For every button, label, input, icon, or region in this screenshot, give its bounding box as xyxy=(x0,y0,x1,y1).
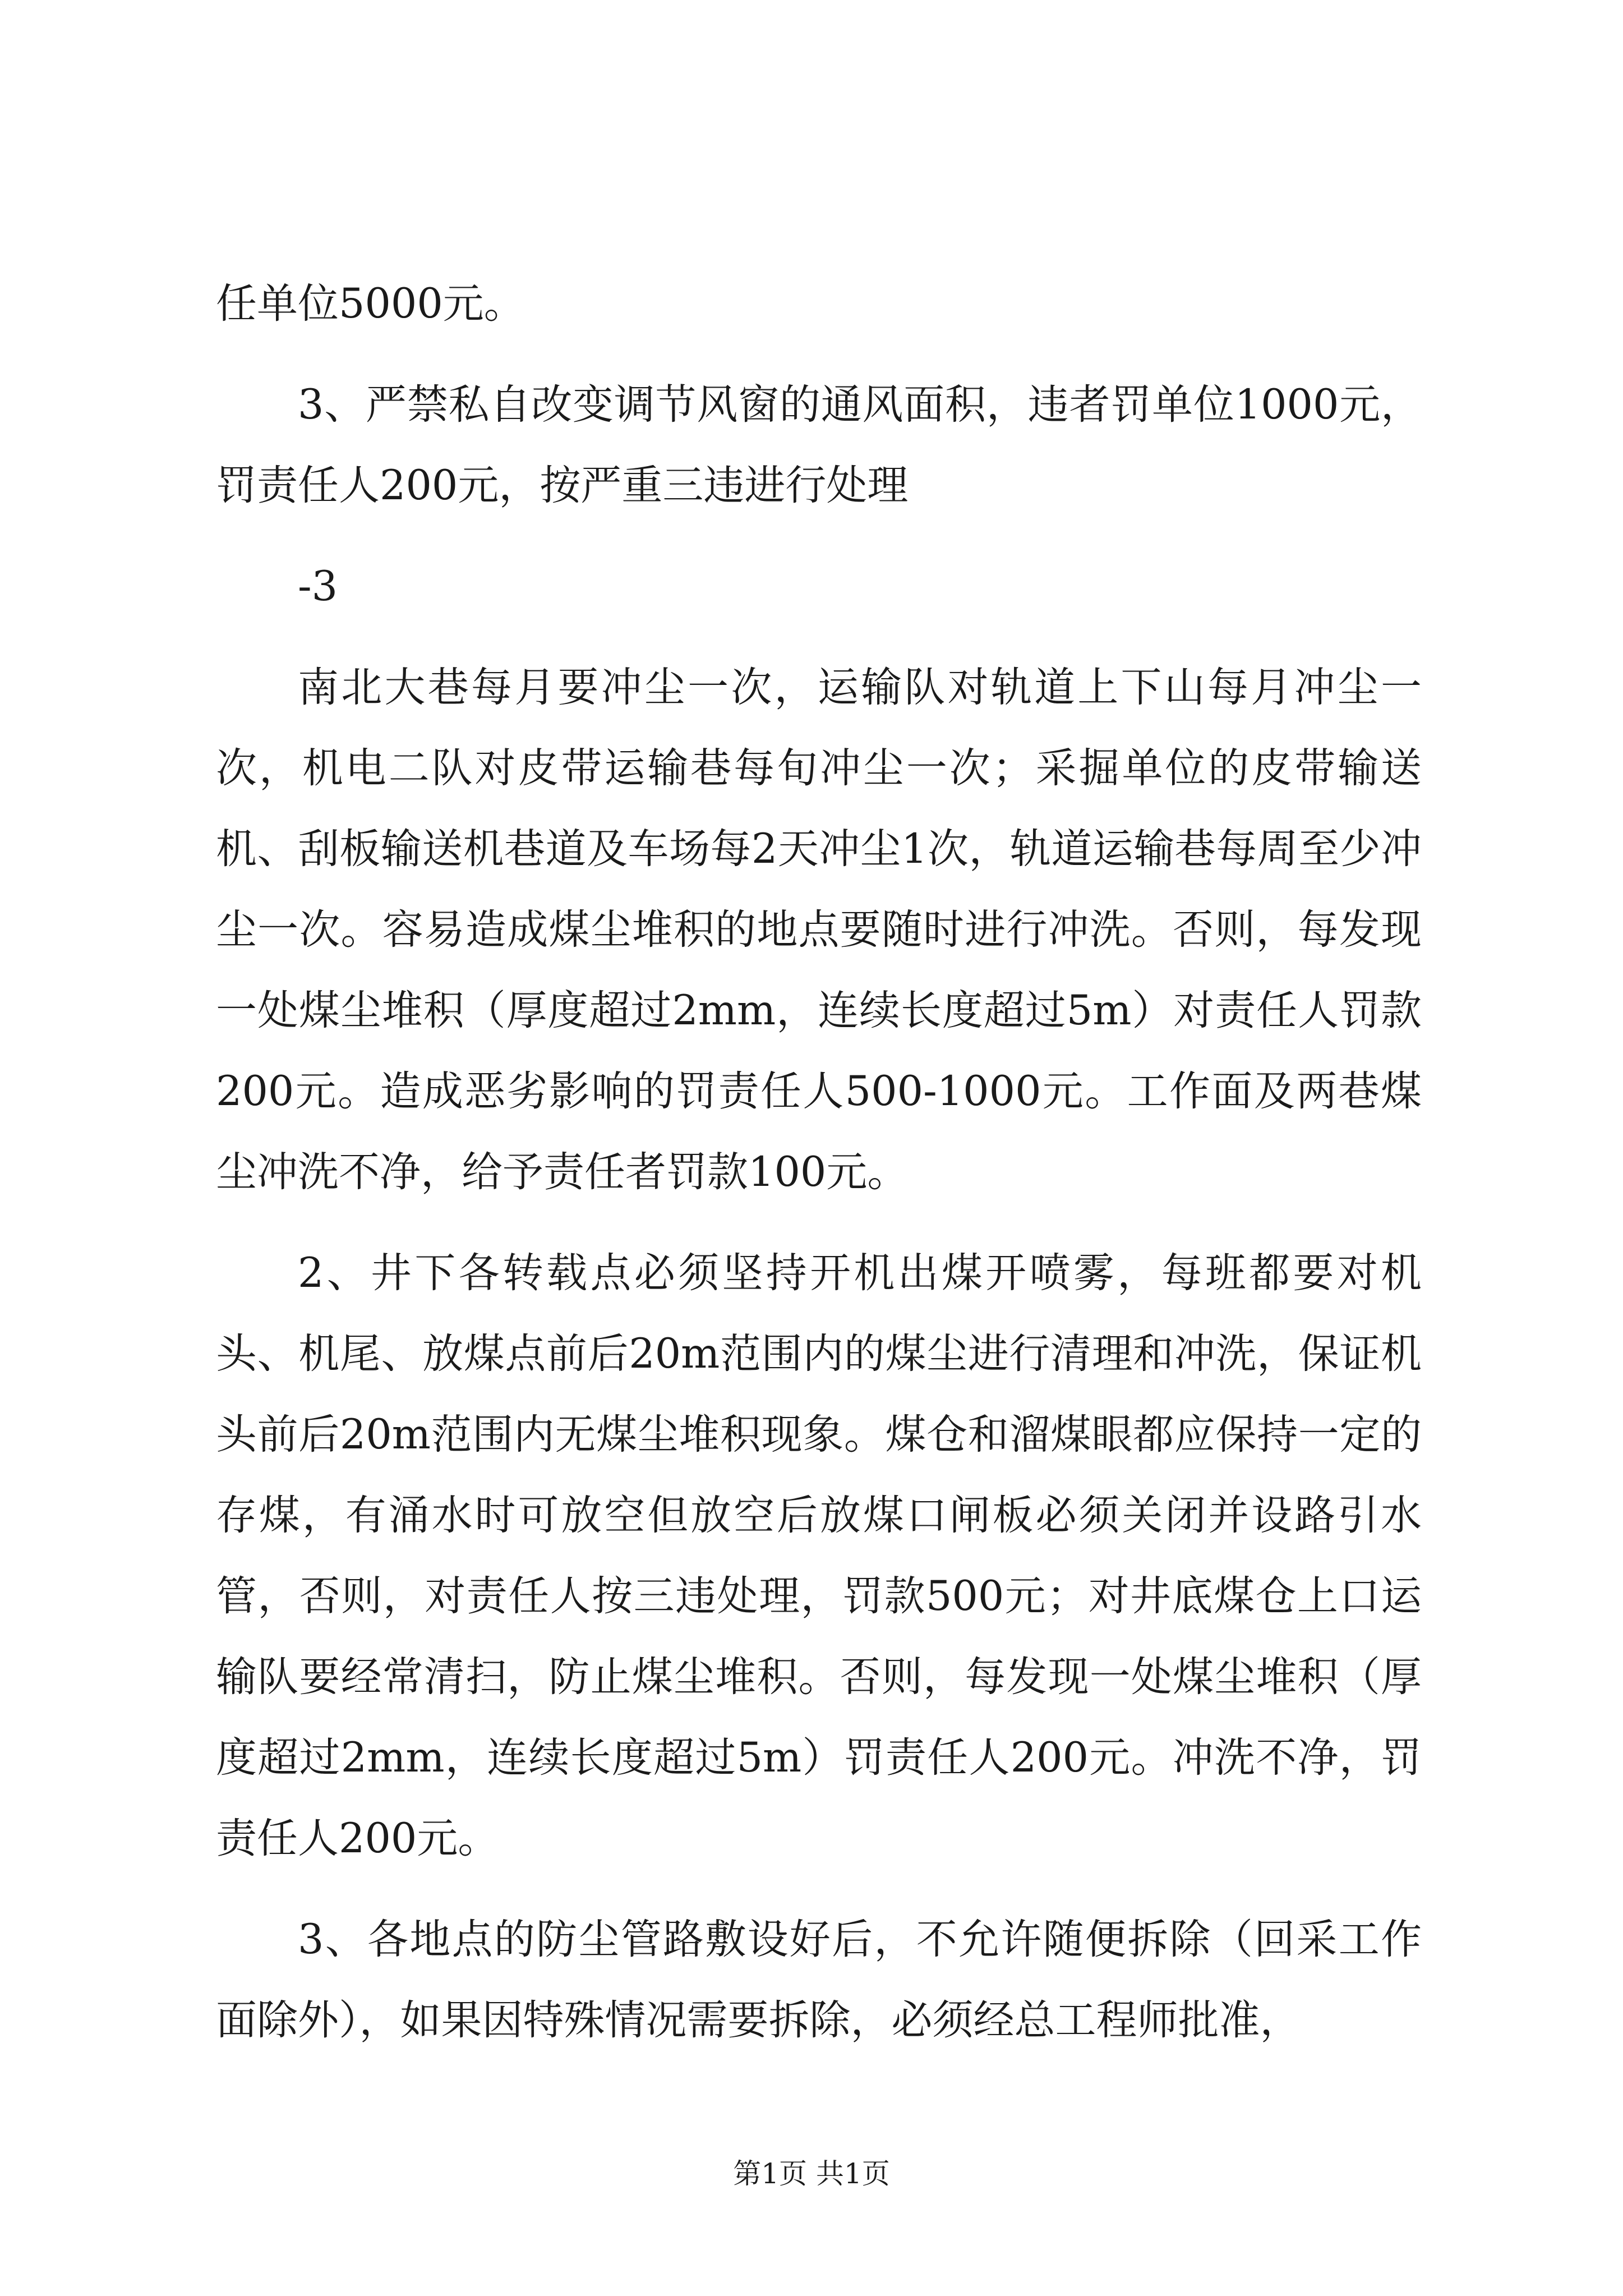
paragraph-rule-3-pipelines: 3、各地点的防尘管路敷设好后，不允许随便拆除（回采工作面除外），如果因特殊情况需要拆除，必须经总工程师批准， xyxy=(216,1916,1422,2044)
paragraph-dust-flushing: 南北大巷每月要冲尘一次，运输队对轨道上下山每月冲尘一次，机电二队对皮带运输巷每旬冲尘一次；采掘单位的皮带输送机、刮板输送机巷道及车场每2天冲尘1次，轨道运输巷每周至少冲尘一次。容易造成煤尘堆积的地点要随时进行冲洗。否则，每发现一处煤尘堆积（厚度超过2mm，连续长度超过5m）对责任人罚款200元。造成恶劣影响的罚责任人500-1000元。工作面及两巷煤尘冲洗不净，给予责任者罚款100元。 xyxy=(216,664,1422,1196)
section-number: -3 xyxy=(298,563,338,610)
paragraph-rule-3-ventilation: 3、严禁私自改变调节风窗的通风面积，违者罚单位1000元，罚责任人200元，按严重三违进行处理 xyxy=(216,381,1422,509)
page-footer: 第1页 共1页 xyxy=(733,2157,890,2190)
document-body xyxy=(216,264,1422,2061)
paragraph-continuation: 任单位5000元。 xyxy=(216,280,525,328)
paragraph-rule-2-transfer-points: 2、井下各转载点必须坚持开机出煤开喷雾，每班都要对机头、机尾、放煤点前后20m范围内的煤尘进行清理和冲洗，保证机头前后20m范围内无煤尘堆积现象。煤仓和溜煤眼都应保持一定的存煤，有涌水时可放空但放空后放煤口闸板必须关闭并设路引水管，否则，对责任人按三违处理，罚款500元；对井底煤仓上口运输队要经常清扫，防止煤尘堆积。否则，每发现一处煤尘堆积（厚度超过2mm，连续长度超过5m）罚责任人200元。冲洗不净，罚责任人200元。 xyxy=(216,1249,1422,1862)
